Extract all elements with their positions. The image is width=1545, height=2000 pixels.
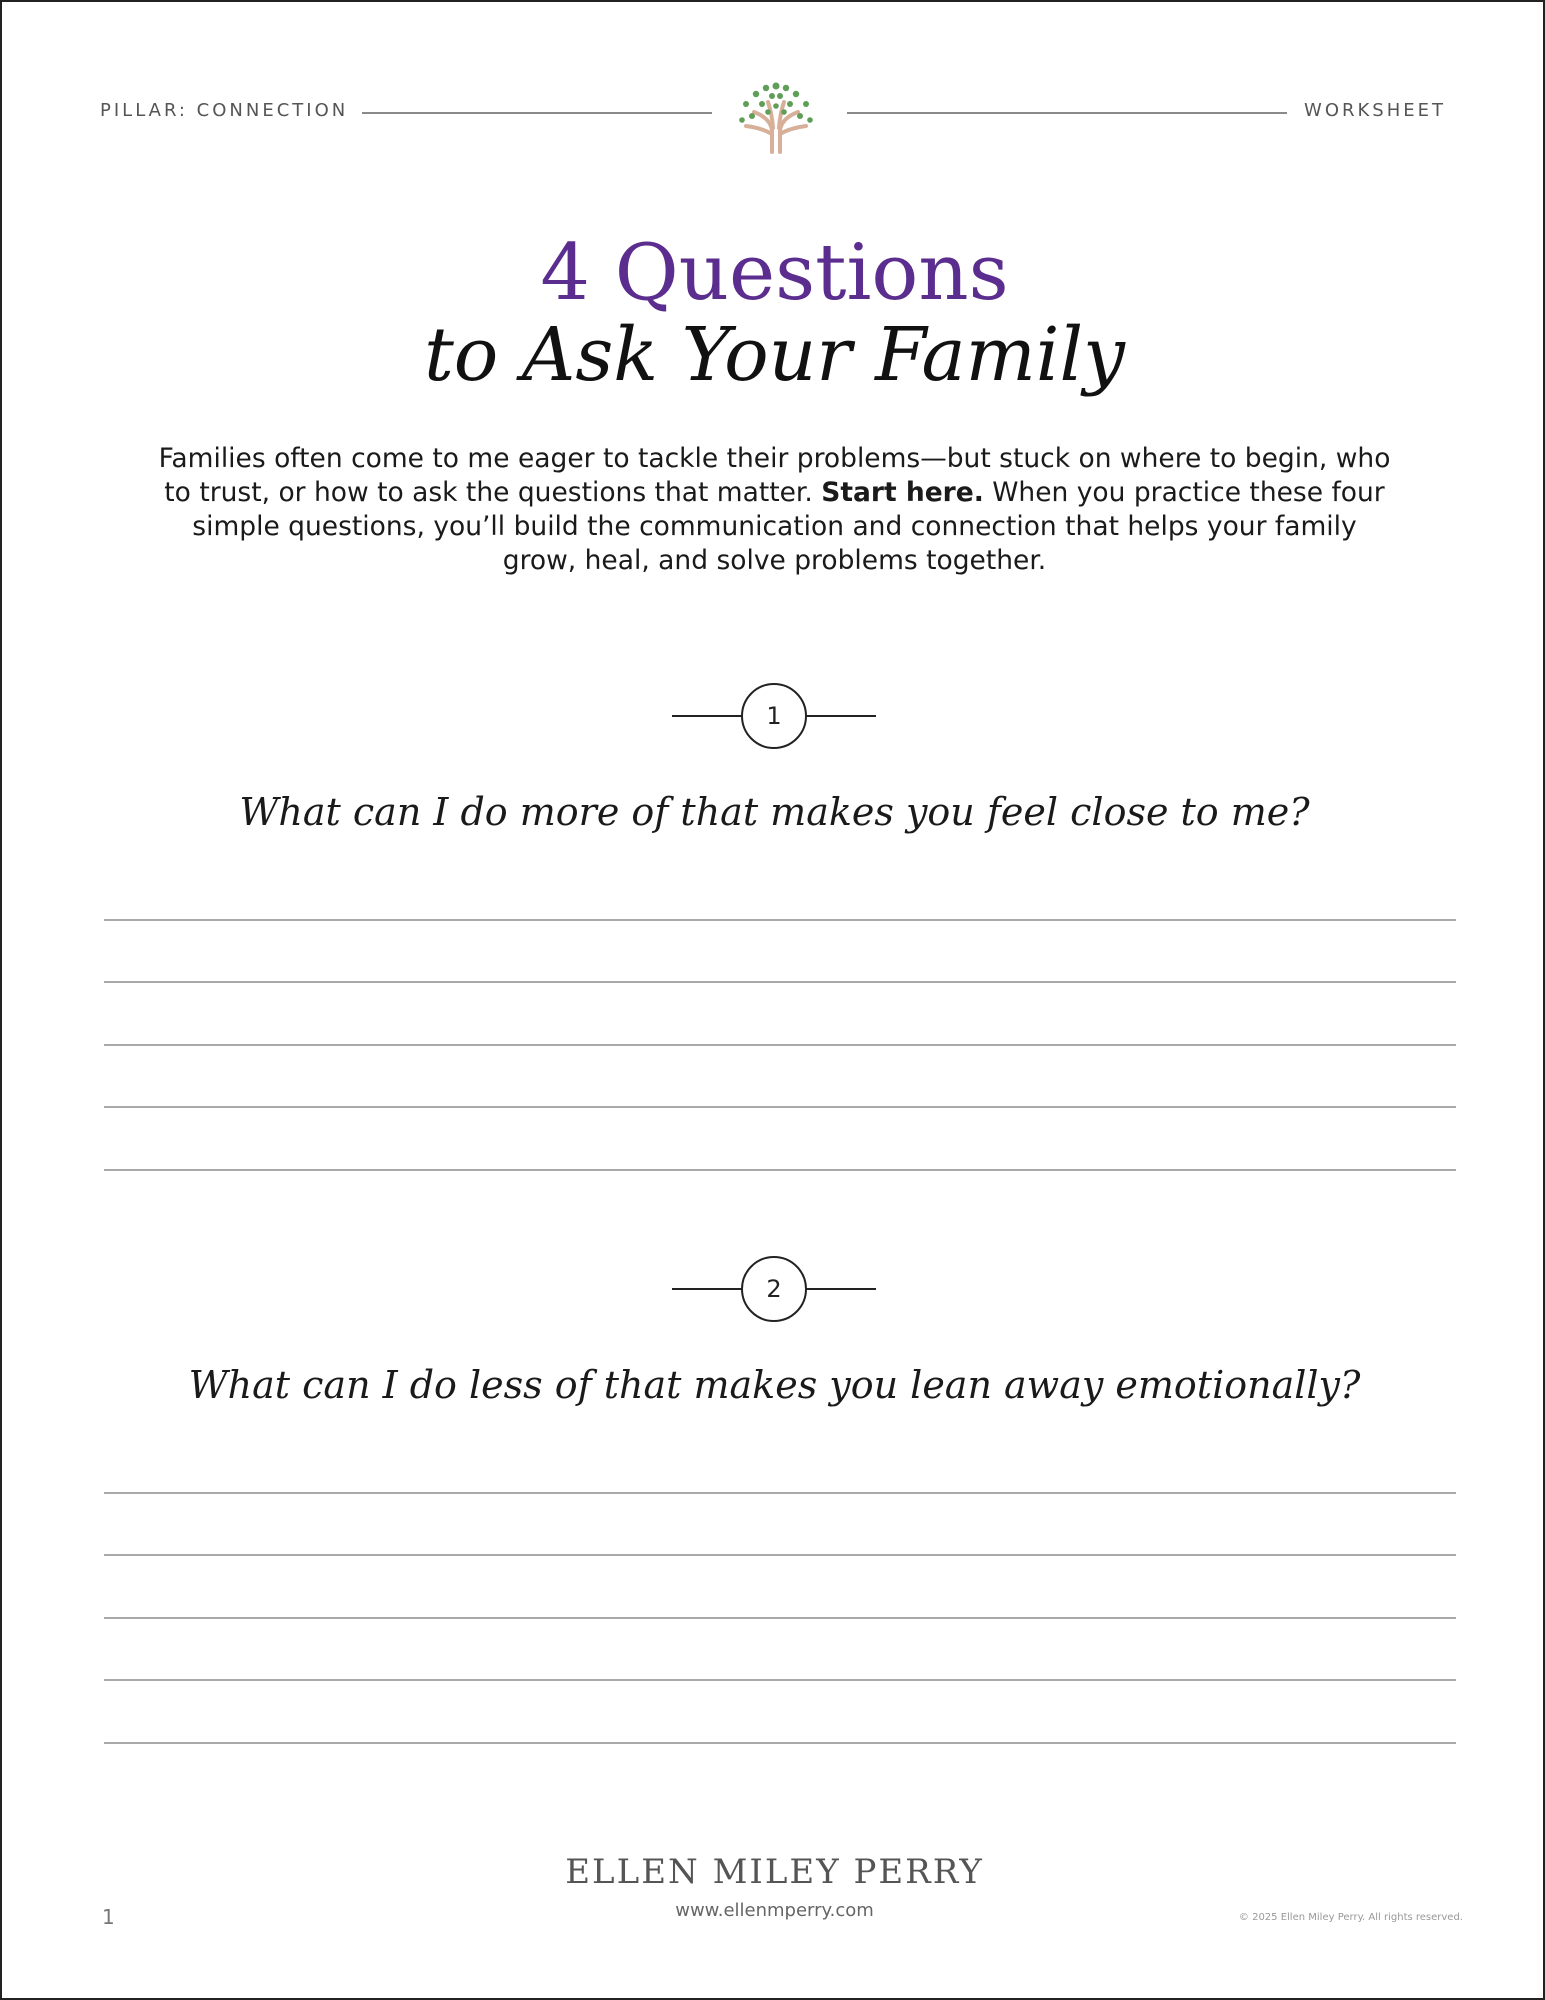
intro-text-2: When you practice these four simple questions, you’ll build the communication and connection that helps your family grow, heal, and solve problems together. (192, 477, 1385, 576)
intro-emphasis: Start here. (821, 477, 984, 508)
footer-brand: ELLEN MILEY PERRY (565, 1852, 984, 1892)
copyright-notice: © 2025 Ellen Miley Perry. All rights reserved. (1238, 1912, 1463, 1923)
question-1-number-badge: 1 (741, 683, 807, 749)
question-1-answer-line[interactable] (104, 1044, 1456, 1046)
question-1-text: What can I do more of that makes you feel close to me? (239, 790, 1310, 834)
intro-paragraph (152, 442, 1397, 578)
question-1-answer-line[interactable] (104, 919, 1456, 921)
pillar-label: PILLAR: CONNECTION (100, 100, 349, 121)
question-1-answer-line[interactable] (104, 1106, 1456, 1108)
question-2-text: What can I do less of that makes you lean away emotionally? (188, 1363, 1361, 1407)
title-line-1: 4 Questions (540, 228, 1009, 318)
question-1-answer-line[interactable] (104, 981, 1456, 983)
question-2-number-badge: 2 (741, 1256, 807, 1322)
header-rule-right (847, 112, 1287, 114)
title-line-2: to Ask Your Family (424, 312, 1125, 398)
question-2-answer-line[interactable] (104, 1617, 1456, 1619)
question-2-answer-line[interactable] (104, 1742, 1456, 1744)
header-rule-left (362, 112, 712, 114)
question-2-answer-line[interactable] (104, 1554, 1456, 1556)
tree-logo-icon (732, 78, 820, 154)
question-2-answer-line[interactable] (104, 1492, 1456, 1494)
page-number: 1 (102, 1905, 115, 1929)
footer-url-link[interactable]: www.ellenmperry.com (675, 1900, 874, 1921)
worksheet-label: WORKSHEET (1304, 100, 1446, 121)
question-2-answer-line[interactable] (104, 1679, 1456, 1681)
intro-text-1: Families often come to me eager to tackle their problems—but stuck on where to begin, who to trust, or how to ask the questions that matter. (158, 443, 1391, 508)
question-1-answer-line[interactable] (104, 1169, 1456, 1171)
